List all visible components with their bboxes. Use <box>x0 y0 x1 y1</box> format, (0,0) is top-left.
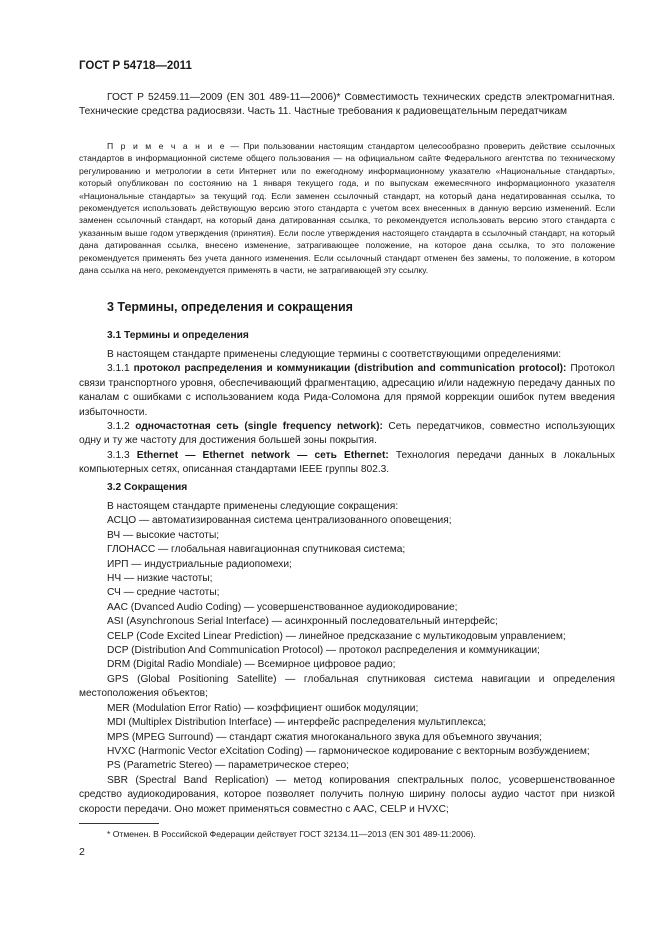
term-3-1-2 <box>79 420 615 449</box>
note-text: — При пользовании настоящим стандартом целесообразно проверить действие ссылочных стандартов в информационной системе общего пользования — на официальном сайте Федерального агентства по техническому регулированию и метрологии в сети Интернет или по ежегодному информационному указателю «Национальные стандарты», который опубликован по состоянию на 1 января текущего года, и по выпускам ежемесячного информационного указателя «Национальные стандарты» за текущий год. Если заменен ссылочный стандарт, на который дана недатированная ссылка, то рекомендуется использовать действующую версию этого стандарта с учетом всех внесенных в данную версию изменений. Если заменен ссылочный стандарт, на который дана датированная ссылка, то рекомендуется использовать версию этого стандарта с указанным выше годом утверждения (принятия). Если после утверждения настоящего стандарта в ссылочный стандарт, на который дана датированная ссылка, внесено изменение, затрагивающее положение, на которое дана ссылка, то это положение рекомендуется применять без учета данного изменения. Если ссылочный стандарт отменен без замены, то положение, в котором дана ссылка на него, рекомендуется применять в части, не затрагивающей эту ссылку. <box>79 141 616 276</box>
term-name: одночастотная сеть (single frequency network): <box>135 421 383 433</box>
term-definition: Сеть передатчиков, совместно использующих одну и ту же частоту для достижения большей зоны покрытия. <box>79 421 615 447</box>
abbreviation-item: CELP (Code Excited Linear Prediction) — линейное предсказание с мультикодовым управлением; <box>107 630 566 642</box>
abbreviation-item: AAC (Dvanced Audio Coding) — усовершенствованное аудиокодирование; <box>107 601 458 613</box>
document-header: ГОСТ Р 54718—2011 <box>79 60 192 72</box>
footnote-divider <box>79 823 159 824</box>
term-number: 3.1.2 <box>107 421 136 433</box>
note-paragraph <box>79 140 615 276</box>
abbreviation-item: DCP (Distribution And Communication Protocol) — протокол распределения и коммуникации; <box>107 645 540 657</box>
section-3-title: 3 Термины, определения и сокращения <box>107 300 353 314</box>
term-name: протокол распределения и коммуникации (distribution and communication protocol): <box>133 363 567 375</box>
reference-text: ГОСТ Р 52459.11—2009 (EN 301 489-11—2006)* Совместимость технических средств электромагнитная. Технические средства радиосвязи. Часть 11. Частные требования к радиовещательным передатчикам <box>79 92 615 118</box>
abbreviation-item: DRM (Digital Radio Mondiale) — Всемирное цифровое радио; <box>107 659 396 671</box>
abbreviation-item: СЧ — средние частоты; <box>107 587 220 599</box>
abbreviation-item: ИРП — индустриальные радиопомехи; <box>107 558 292 570</box>
abbreviation-item: MDI (Multiplex Distribution Interface) — интерфейс распределения мультиплекса; <box>107 717 487 729</box>
abbreviation-item: MER (Modulation Error Ratio) — коэффициент ошибок модуляции; <box>107 702 419 714</box>
abbreviation-item: ВЧ — высокие частоты; <box>107 529 220 541</box>
abbreviation-item: ГЛОНАСС — глобальная навигационная спутниковая система; <box>107 544 406 556</box>
term-number: 3.1.1 <box>107 363 134 375</box>
abbreviation-item: GPS (Global Positioning Satellite) — глобальная спутниковая система навигации и определения местоположения объектов; <box>79 673 615 700</box>
normative-reference <box>79 91 615 120</box>
term-number: 3.1.3 <box>107 449 137 461</box>
terms-intro: В настоящем стандарте применены следующие термины с соответствующими определениями: <box>107 349 562 360</box>
abbreviation-item: HVXC (Harmonic Vector eXcitation Coding) — гармоническое кодирование с векторным возбуждением; <box>107 745 590 757</box>
abbreviation-item: PS (Parametric Stereo) — параметрическое стерео; <box>107 760 349 772</box>
term-3-1-3 <box>79 449 615 478</box>
term-definition: Технология передачи данных в локальных компьютерных сетях, описанная стандартами IEEE группы 802.3. <box>79 449 615 476</box>
terms-block <box>79 348 615 478</box>
abbreviation-item: ASI (Asynchronous Serial Interface) — асинхронный последовательный интерфейс; <box>107 616 498 628</box>
note-block <box>79 140 615 276</box>
term-definition: Протокол связи транспортного уровня, обеспечивающий фрагментацию, адресацию и/или надежную передачу данных по каналам с ошибками с использованием кода Рида-Соломона для прямой коррекции ошибок путем введения избыточности. <box>79 363 615 418</box>
section-3-1-title: 3.1 Термины и определения <box>107 330 249 341</box>
abbreviation-item: НЧ — низкие частоты; <box>107 573 213 585</box>
abbreviations-intro: В настоящем стандарте применены следующие сокращения: <box>107 501 399 512</box>
note-label: П р и м е ч а н и е <box>107 141 227 151</box>
section-3-2-title: 3.2 Сокращения <box>107 482 188 493</box>
abbreviations-block <box>79 500 615 817</box>
page-number: 2 <box>79 846 85 858</box>
footnote: * Отменен. В Российской Федерации действует ГОСТ 32134.11—2013 (EN 301 489-11:2006). <box>107 829 476 839</box>
term-3-1-1 <box>79 362 615 420</box>
abbreviation-item: MPS (MPEG Surround) — стандарт сжатия многоканального звука для объемного звучания; <box>107 731 542 743</box>
term-name: Ethernet — Ethernet network — сеть Ethernet: <box>136 449 389 461</box>
abbreviation-item: АСЦО — автоматизированная система централизованного оповещения; <box>107 515 452 527</box>
abbreviation-item: SBR (Spectral Band Replication) — метод копирования спектральных полос, усовершенствованное средство аудиокодирования, которое позволяет получить полную ширину полосы аудио частот при низкой скорости передачи. Оно может применяться совместно с AAC, CELP и HVXC; <box>79 774 615 815</box>
